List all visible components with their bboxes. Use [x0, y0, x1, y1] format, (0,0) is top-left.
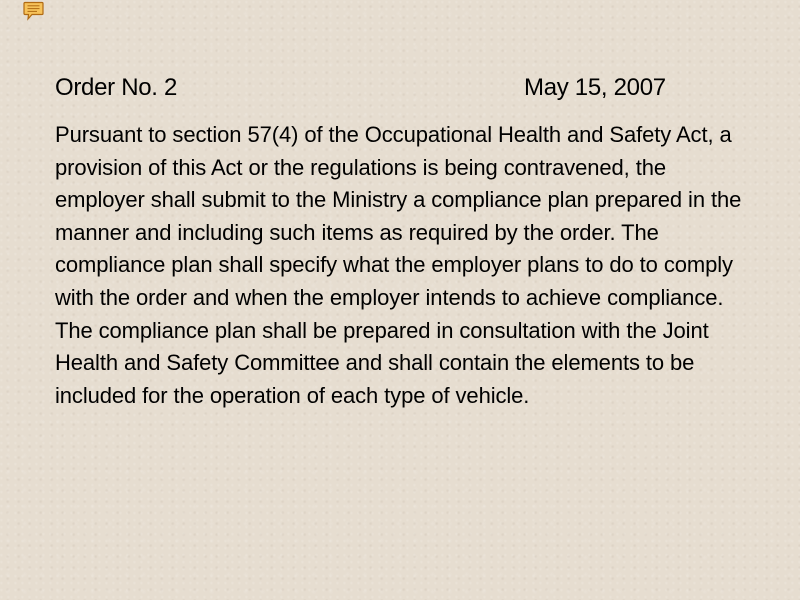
order-body: [55, 119, 745, 412]
order-body-paragraph: Pursuant to section 57(4) of the Occupational Health and Safety Act, a provision of this Act or the regulations is being contravened, the employer shall submit to the Ministry a compliance plan prepared in the manner and including such items as required by the order. The compliance plan shall specify what the employer plans to do to comply with the order and when the employer intends to achieve compliance. The compliance plan shall be prepared in consultation with the Joint Health and Safety Committee and shall contain the elements to be included for the operation of each type of vehicle.: [55, 122, 742, 408]
order-number: Order No. 2: [55, 74, 178, 101]
order-date: May 15, 2007: [524, 74, 666, 101]
comment-note-icon[interactable]: [23, 1, 44, 21]
